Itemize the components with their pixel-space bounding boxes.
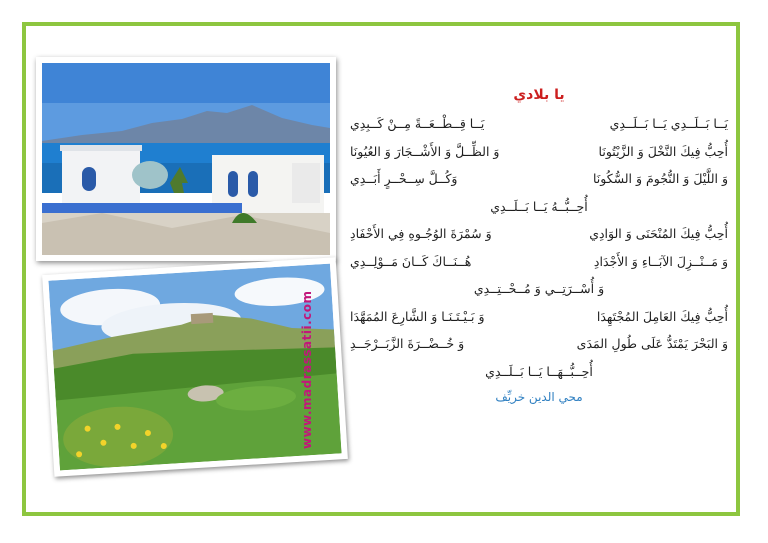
poem-block: [350, 84, 728, 407]
verse-second-half: وَ خُــضْــرَةَ الزَّبَــرْجَــدِ: [350, 336, 465, 351]
verse-line: [350, 138, 728, 166]
verse-line: [350, 110, 728, 138]
refrain-text: وَ أُسْــرَتِــي وَ مُــحْــتِــدِي: [473, 281, 605, 296]
refrain-line: [350, 193, 728, 221]
verse-second-half: وَ الظِّــلَّ وَ الأَشْــجَارَ وَ العُيُونَا: [350, 143, 500, 159]
verse-first-half: وَ البَحْرَ يَمْتَدُّ عَلَى طُولِ المَدَى: [576, 336, 728, 351]
refrain-line: [350, 275, 728, 303]
seaside-town-photo: [36, 57, 336, 261]
verse-first-half: أُحِبُّ فِيكَ المُنْحَنَى وَ الوَادِي: [589, 226, 728, 241]
refrain-line: [350, 358, 728, 386]
refrain-text: أُحِــبُّــهُ يَــا بَــلَــدِي: [490, 198, 588, 214]
verse-first-half: وَ مَــنْــزِلَ الآبَــاءِ وَ الأَجْدَادِ: [593, 253, 728, 269]
verse-line: [350, 165, 728, 193]
refrain-text: أُحِــبُّــهَــا يَــا بَــلَــدِي: [485, 363, 593, 379]
verse-second-half: وَ بَـيْـتَـنَـا وَ الشَّارِعَ المُمَهَّدَا: [350, 308, 485, 324]
verse-line: [350, 248, 728, 276]
verse-first-half: وَ اللَّيْلَ وَ النُّجُومَ وَ السُّكُونَا: [592, 171, 728, 186]
verse-second-half: وَكُــلَّ سِــحْــرٍ أَبَــدِي: [350, 171, 458, 186]
verse-first-half: أُحِبُّ فِيكَ العَامِلَ المُجْتَهِدَا: [596, 308, 728, 324]
site-watermark: www.madrassatii.com: [300, 290, 314, 450]
poem-author: محي الدين خريِّف: [495, 390, 583, 404]
verse-line: [350, 220, 728, 248]
poem-title: يا بلادي: [513, 87, 565, 103]
verse-first-half: أُحِبُّ فِيكَ النَّخْلَ وَ الزَّيْتُونَا: [598, 143, 728, 159]
verse-second-half: يَــا قِــطْــعَــةً مِــنْ كَــبِدِي: [350, 116, 485, 131]
verse-first-half: يَــا بَــلَــدِي يَــا بَــلَــدِي: [609, 116, 728, 131]
verse-line: [350, 330, 728, 358]
verse-second-half: هُــنَــاكَ كَــانَ مَــوْلِــدِي: [350, 253, 472, 269]
verse-second-half: وَ سُمْرَةَ الوُجُـوهِ فِي الأَحْفَادِ: [350, 226, 492, 241]
verse-line: [350, 303, 728, 331]
